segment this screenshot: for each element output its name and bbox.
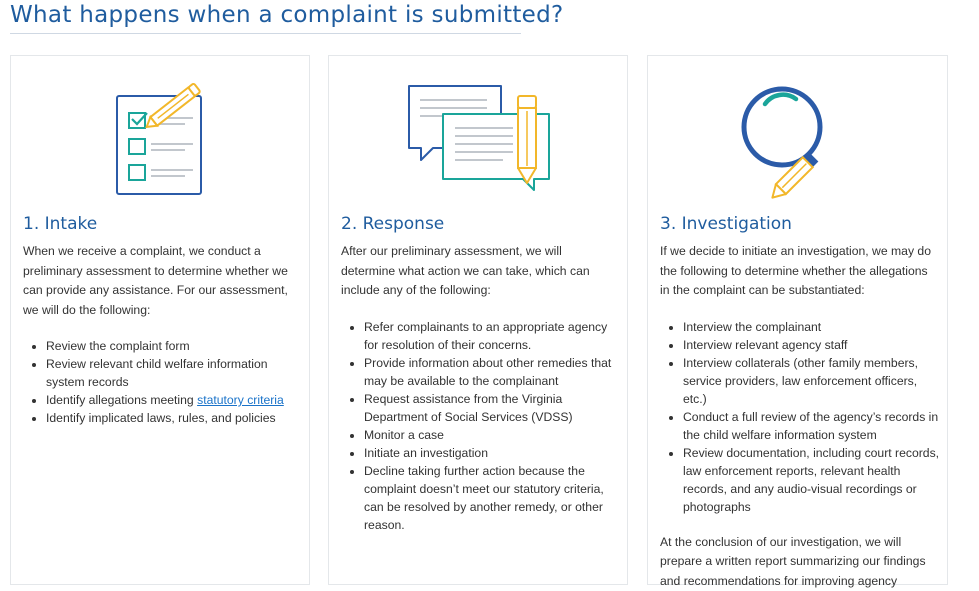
magnifying-glass-pencil-icon xyxy=(738,82,863,200)
investigation-conclusion: At the conclusion of our investigation, we will prepare a written report summarizing our findings and recommendations for improving agency xyxy=(660,533,940,591)
list-item: • Request assistance from the Virginia Department of Social Services (VDSS) xyxy=(364,390,615,426)
list-item: • Provide information about other remedies that may be available to the complainant xyxy=(364,354,615,390)
investigation-list xyxy=(660,318,940,516)
statutory-criteria-link[interactable]: statutory criteria xyxy=(197,393,284,407)
card-body-investigation xyxy=(660,242,940,591)
page-title: What happens when a complaint is submitted? xyxy=(10,2,564,28)
title-divider xyxy=(10,33,521,34)
card-title-investigation: 3. Investigation xyxy=(660,214,792,234)
list-item: • Interview relevant agency staff xyxy=(683,336,940,354)
checklist-pencil-icon xyxy=(113,82,213,197)
card-body-response xyxy=(341,242,615,534)
card-title-response: 2. Response xyxy=(341,214,444,234)
list-item: • Identify implicated laws, rules, and policies xyxy=(46,409,297,427)
intake-card xyxy=(10,55,310,585)
card-title-intake: 1. Intake xyxy=(23,214,97,234)
list-item: • Initiate an investigation xyxy=(364,444,615,462)
list-item: • Review the complaint form xyxy=(46,337,297,355)
intake-intro: When we receive a complaint, we conduct a preliminary assessment to determine whether we can provide any assistance. For our assessment, we will do the following: xyxy=(23,242,297,320)
response-intro: After our preliminary assessment, we will determine what action we can take, which can include any of the following: xyxy=(341,242,615,301)
speech-bubbles-pencil-icon xyxy=(407,82,557,197)
card-body-intake xyxy=(23,242,297,427)
list-item: • Conduct a full review of the agency’s records in the child welfare information system xyxy=(683,408,940,444)
investigation-intro: If we decide to initiate an investigation, we may do the following to determine whether the allegations in the complaint can be substantiated: xyxy=(660,242,940,301)
list-item: • Monitor a case xyxy=(364,426,615,444)
list-item: • Interview the complainant xyxy=(683,318,940,336)
list-item: • Interview collaterals (other family members, service providers, law enforcement officers, etc.) xyxy=(683,354,940,408)
list-item-text: Identify allegations meeting xyxy=(46,393,197,407)
intake-list xyxy=(23,337,297,427)
investigation-card xyxy=(647,55,948,585)
response-card xyxy=(328,55,628,585)
response-list xyxy=(341,318,615,534)
list-item: • Review relevant child welfare information system records xyxy=(46,355,297,391)
list-item xyxy=(46,391,297,409)
list-item: • Review documentation, including court records, law enforcement reports, relevant health records, and any audio-visual recordings or photographs xyxy=(683,444,940,516)
list-item: • Refer complainants to an appropriate agency for resolution of their concerns. xyxy=(364,318,615,354)
list-item: • Decline taking further action because the complaint doesn’t meet our statutory criteria, can be resolved by another remedy, or other reason. xyxy=(364,462,615,534)
